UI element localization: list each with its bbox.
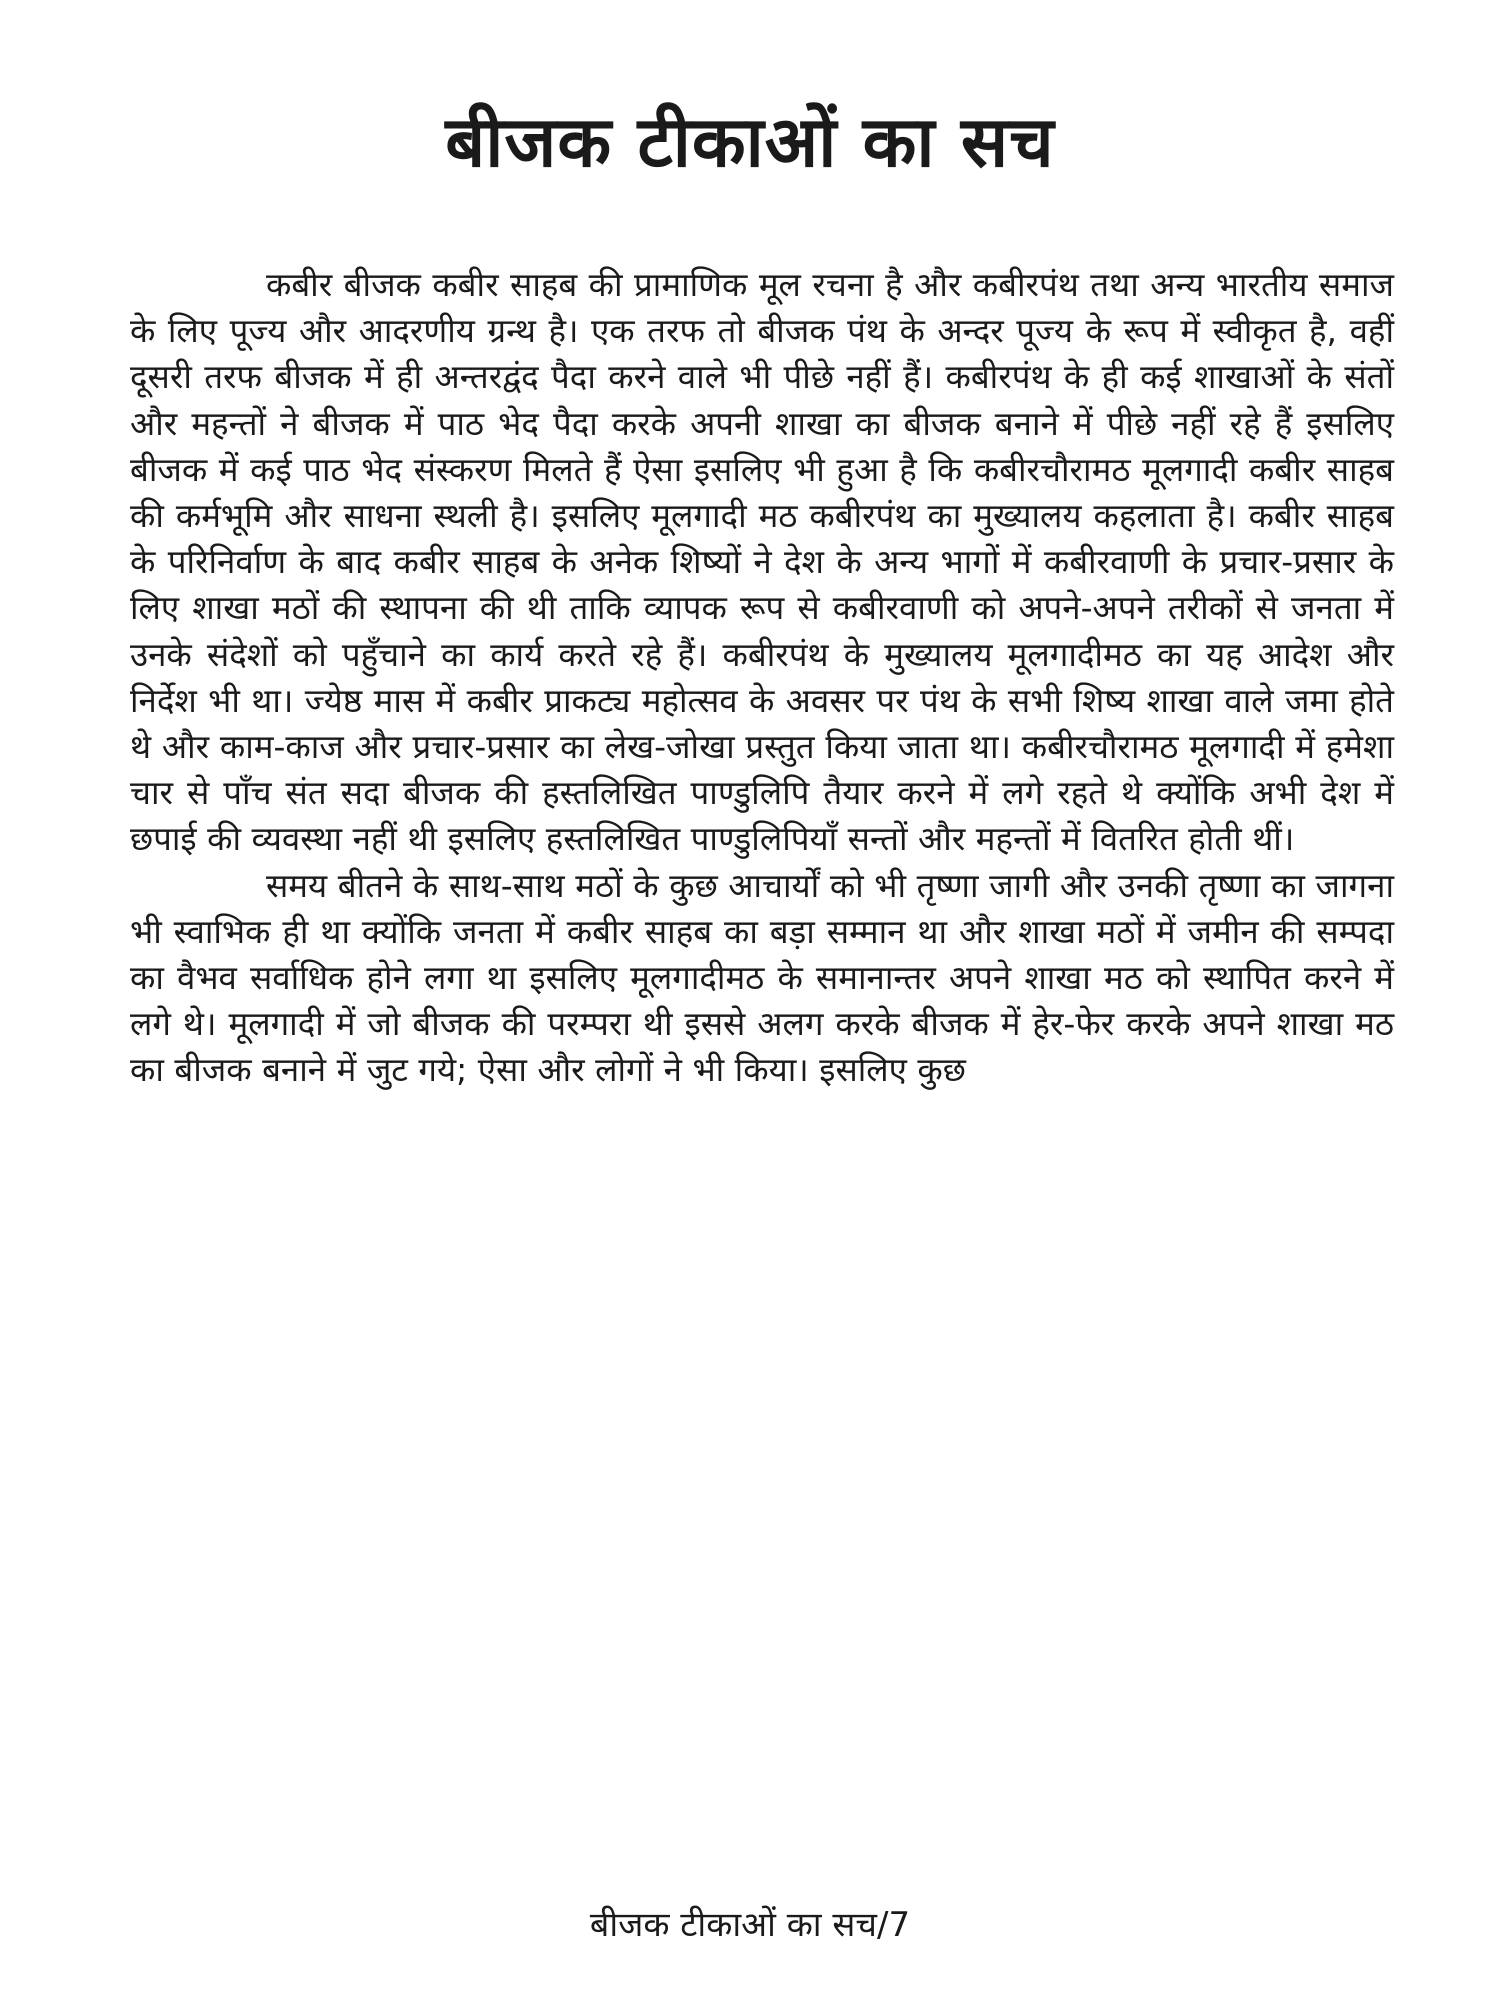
body-text	[130, 262, 1394, 1094]
page-title: बीजक टीकाओं का सच	[445, 101, 1055, 183]
paragraph-2: समय बीतने के साथ-साथ मठों के कुछ आचार्यों को भी तृष्णा जागी और उनकी तृष्णा का जागना भी स्वाभिक ही था क्योंकि जनता में कबीर साहब का बड़ा सम्मान था और शाखा मठों में जमीन की सम्पदा का वैभव सर्वाधिक होने लगा था इसलिए मूलगादीमठ के समानान्तर अपने शाखा मठ को स्थापित करने में लगे थे। मूलगादी में जो बीजक की परम्परा थी इससे अलग करके बीजक में हेर-फेर करके अपने शाखा मठ का बीजक बनाने में जुट गये; ऐसा और लोगों ने भी किया। इसलिए कुछ	[130, 865, 1394, 1090]
running-footer: बीजक टीकाओं का सच/7	[589, 1905, 911, 1945]
paragraph-1: कबीर बीजक कबीर साहब की प्रामाणिक मूल रचना है और कबीरपंथ तथा अन्य भारतीय समाज के लिए पूज्य और आदरणीय ग्रन्थ है। एक तरफ तो बीजक पंथ के अन्दर पूज्य के रूप में स्वीकृत है, वहीं दूसरी तरफ बीजक में ही अन्तरद्वंद पैदा करने वाले भी पीछे नहीं हैं। कबीरपंथ के ही कई शाखाओं के संतों और महन्तों ने बीजक में पाठ भेद पैदा करके अपनी शाखा का बीजक बनाने में पीछे नहीं रहे हैं इसलिए बीजक में कई पाठ भेद संस्करण मिलते हैं ऐसा इसलिए भी हुआ है कि कबीरचौरामठ मूलगादी कबीर साहब की कर्मभूमि और साधना स्थली है। इसलिए मूलगादी मठ कबीरपंथ का मुख्यालय कहलाता है। कबीर साहब के परिनिर्वाण के बाद कबीर साहब के अनेक शिष्यों ने देश के अन्य भागों में कबीरवाणी के प्रचार-प्रसार के लिए शाखा मठों की स्थापना की थी ताकि व्यापक रूप से कबीरवाणी को अपने-अपने तरीकों से जनता में उनके संदेशों को पहुँचाने का कार्य करते रहे हैं। कबीरपंथ के मुख्यालय मूलगादीमठ का यह आदेश और निर्देश भी था। ज्येष्ठ मास में कबीर प्राकट्य महोत्सव के अवसर पर पंथ के सभी शिष्य शाखा वाले जमा होते थे और काम-काज और प्रचार-प्रसार का लेख-जोखा प्रस्तुत किया जाता था। कबीरचौरामठ मूलगादी में हमेशा चार से पाँच संत सदा बीजक की हस्तलिखित पाण्डुलिपि तैयार करने में लगे रहते थे क्योंकि अभी देश में छपाई की व्यवस्था नहीं थी इसलिए हस्तलिखित पाण्डुलिपियाँ सन्तों और महन्तों में वितरित होती थीं।	[130, 265, 1394, 859]
